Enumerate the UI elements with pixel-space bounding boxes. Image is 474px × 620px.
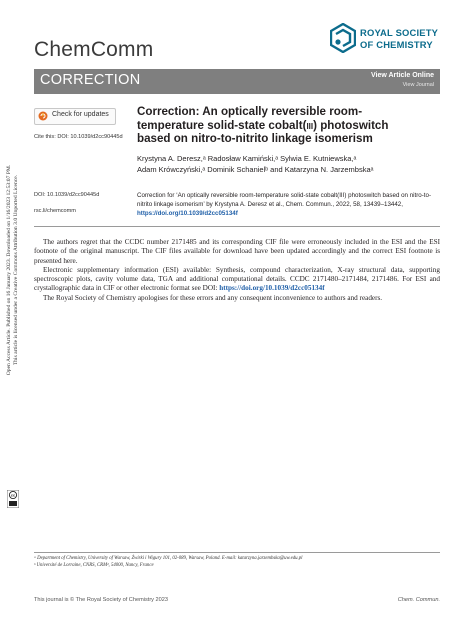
title-line-3: based on nitro-to-nitrito linkage isomerism — [137, 132, 373, 146]
view-journal-link[interactable]: View Journal — [402, 82, 434, 88]
article-doi: DOI: 10.1039/d2cc90445d — [34, 192, 100, 198]
footnote-divider — [34, 552, 440, 553]
open-access-line: Open Access Article. Published on 16 January 2023. Downloaded on 1/16/2023 12:53:07 PM. — [6, 164, 12, 376]
esi-text: Electronic supplementary information (ESI) available: Synthesis, compound characterization, X-ray structural data, supporting spectroscopic plots, cavity volume data, TGA and additional computational details. CCDC 2171480–2171484, 2171486. For ESI and crystallographic data in CIF or other electronic format see DOI: — [34, 265, 440, 293]
journal-shortlink[interactable]: rsc.li/chemcomm — [34, 208, 76, 214]
copyright-footer: This journal is © The Royal Society of Chemistry 2023 — [34, 597, 168, 603]
oxidation-state: iii — [306, 118, 314, 132]
check-for-updates-button[interactable] — [34, 108, 116, 125]
journal-name: ChemComm — [34, 38, 154, 61]
esi-doi-link[interactable]: https://doi.org/10.1039/d2cc05134f — [219, 284, 325, 293]
body-paragraph-3: The Royal Society of Chemistry apologises for these errors and any consequent inconvenience to authors and readers. — [43, 293, 383, 302]
cc-badge-label: cc — [10, 493, 16, 498]
author-list — [137, 154, 442, 175]
cite-this-doi: Cite this: DOI: 10.1039/d2cc90445d — [34, 134, 123, 140]
check-updates-icon — [38, 111, 48, 121]
article-type-label: CORRECTION — [40, 72, 141, 88]
section-divider — [34, 226, 440, 227]
original-article-doi-link[interactable]: https://doi.org/10.1039/d2cc05134f — [137, 209, 238, 217]
publisher-name-line1: ROYAL SOCIETY — [360, 27, 439, 38]
view-article-online-link[interactable]: View Article Online — [370, 72, 434, 79]
body-paragraph-1: The authors regret that the CCDC number 2171485 and its corresponding CIF file were erroneously included in the ESI and the ESI footnote of the original manuscript. The CIF files available for download have been updated accordingly and the correct ESI footnote is presented here. — [34, 238, 440, 265]
affiliation-b: ᵇ Université de Lorraine, CNRS, CRM², 54000, Nancy, France — [34, 563, 154, 568]
summary-text: Correction for ‘An optically reversible room-temperature solid-state cobalt(III) photoswitch based on nitro-to-nitrito linkage isomerism’ by Krystyna A. Deresz et al., Chem. Commun., 2022, 58, 13439–13442, — [137, 192, 432, 208]
article-type-banner — [34, 69, 440, 94]
journal-footer: Chem. Commun. — [397, 597, 440, 603]
affiliation-a: ᵃ Department of Chemistry, University of Warsaw, Żwirki i Wigury 101, 02-089, Warsaw, Poland. E-mail: katarzyna.jarzembska@uw.edu.pl — [34, 556, 303, 561]
check-updates-label: Check for updates — [52, 111, 109, 118]
authors-line-1: Krystyna A. Deresz,ᵃ Radosław Kamiński,ᵃ Sylwia E. Kutniewska,ᵃ — [137, 154, 357, 163]
rsc-hexagon-icon — [330, 23, 356, 53]
title-line-1: Correction: An optically reversible room- — [137, 105, 363, 118]
authors-line-2: Adam Krówczyński,ᵃ Dominik Schanielᵇ and Katarzyna N. Jarzembskaᵃ — [137, 164, 374, 174]
body-paragraph-2 — [34, 266, 440, 294]
correction-summary — [137, 192, 442, 218]
title-line-2a: temperature solid-state cobalt( — [137, 118, 307, 132]
publisher-name-line2: OF CHEMISTRY — [360, 39, 433, 50]
title-line-2b: ) photoswitch — [313, 118, 389, 132]
article-title — [137, 105, 442, 146]
licence-line: This article is licensed under a Creative Commons Attribution 3.0 Unported Licence. — [13, 174, 19, 366]
open-access-notice — [0, 120, 26, 498]
rsc-logo[interactable] — [330, 23, 450, 57]
correction-body — [34, 238, 440, 303]
cc-licence-badge-icon[interactable] — [7, 490, 19, 508]
